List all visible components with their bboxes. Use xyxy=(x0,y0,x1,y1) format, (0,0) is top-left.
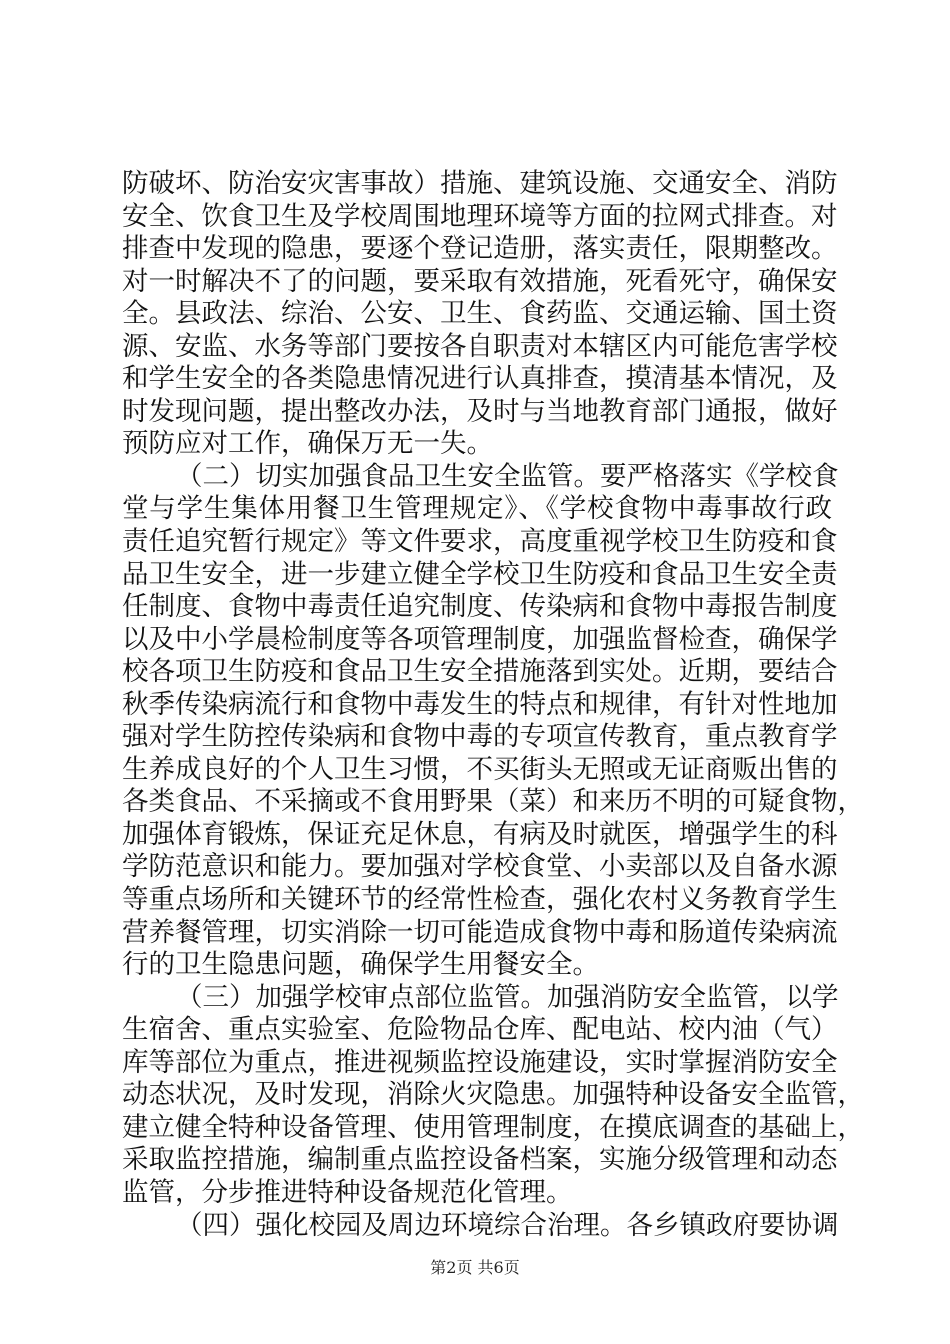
text-line: 以及中小学晨检制度等各项管理制度，加强监督检查，确保学 xyxy=(122,623,838,655)
text-line: 加强体育锻炼，保证充足休息，有病及时就医，增强学生的科 xyxy=(122,818,838,850)
text-line: 全。县政法、综治、公安、卫生、食药监、交通运输、国土资 xyxy=(122,298,838,330)
text-line: 学防范意识和能力。要加强对学校食堂、小卖部以及自备水源 xyxy=(122,851,838,883)
text-line: 排查中发现的隐患，要逐个登记造册，落实责任，限期整改。 xyxy=(122,233,838,265)
text-line: 品卫生安全，进一步建立健全学校卫生防疫和食品卫生安全责 xyxy=(122,558,838,590)
text-line: 防破坏、防治安灾害事故）措施、建筑设施、交通安全、消防 xyxy=(122,168,838,199)
text-line: （二）切实加强食品卫生安全监管。要严格落实《学校食 xyxy=(176,460,839,492)
text-line: 生养成良好的个人卫生习惯，不买街头无照或无证商贩出售的 xyxy=(122,753,838,785)
text-line: 动态状况，及时发现，消除火灾隐患。加强特种设备安全监管， xyxy=(122,1079,864,1111)
text-line: 源、安监、水务等部门要按各自职责对本辖区内可能危害学校 xyxy=(122,330,838,362)
text-line: 建立健全特种设备管理、使用管理制度，在摸底调查的基础上， xyxy=(122,1111,864,1143)
text-line: 行的卫生隐患问题，确保学生用餐安全。 xyxy=(122,949,599,981)
text-line: 任制度、食物中毒责任追究制度、传染病和食物中毒报告制度 xyxy=(122,591,838,623)
text-line: 时发现问题，提出整改办法，及时与当地教育部门通报，做好 xyxy=(122,395,838,427)
text-line: （四）强化校园及周边环境综合治理。各乡镇政府要协调 xyxy=(176,1209,839,1241)
document-body xyxy=(122,168,864,1242)
text-line: 预防应对工作，确保万无一失。 xyxy=(122,428,493,460)
text-line: 库等部位为重点，推进视频监控设施建设，实时掌握消防安全 xyxy=(122,1046,838,1078)
text-line: 对一时解决不了的问题，要采取有效措施，死看死守，确保安 xyxy=(122,265,838,297)
text-line: 各类食品、不采摘或不食用野果（菜）和来历不明的可疑食物， xyxy=(122,786,864,818)
text-line: 监管，分步推进特种设备规范化管理。 xyxy=(122,1176,573,1208)
page-number-label: 第2页 共6页 xyxy=(430,1258,520,1277)
text-line: 秋季传染病流行和食物中毒发生的特点和规律，有针对性地加 xyxy=(122,688,838,720)
text-line: 校各项卫生防疫和食品卫生安全措施落到实处。近期，要结合 xyxy=(122,656,838,688)
text-line: 和学生安全的各类隐患情况进行认真排查，摸清基本情况，及 xyxy=(122,363,838,395)
text-line: 营养餐管理，切实消除一切可能造成食物中毒和肠道传染病流 xyxy=(122,916,838,948)
text-line: 强对学生防控传染病和食物中毒的专项宣传教育，重点教育学 xyxy=(122,721,838,753)
page-footer xyxy=(0,1255,950,1278)
text-line: 安全、饮食卫生及学校周围地理环境等方面的拉网式排查。对 xyxy=(122,200,838,232)
text-line: 采取监控措施，编制重点监控设备档案，实施分级管理和动态 xyxy=(122,1144,838,1176)
text-line: 堂与学生集体用餐卫生管理规定》、《学校食物中毒事故行政 xyxy=(122,493,832,525)
text-line: 生宿舍、重点实验室、危险物品仓库、配电站、校内油（气） xyxy=(122,1014,838,1046)
text-line: （三）加强学校审点部位监管。加强消防安全监管，以学 xyxy=(176,981,839,1013)
text-line: 等重点场所和关键环节的经常性检查，强化农村义务教育学生 xyxy=(122,884,838,916)
text-line: 责任追究暂行规定》等文件要求，高度重视学校卫生防疫和食 xyxy=(122,526,838,558)
